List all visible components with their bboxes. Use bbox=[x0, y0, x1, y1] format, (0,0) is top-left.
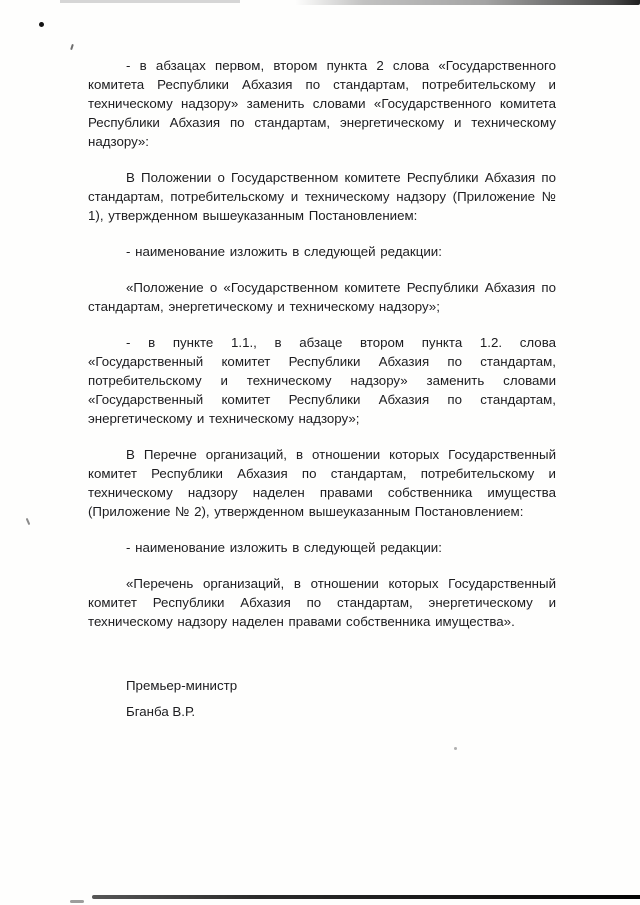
paragraph-new-title-regulation: «Положение о «Государственном комитете Республики Абхазия по стандартам, энергетическому и техническому надзору»; bbox=[88, 280, 556, 314]
signatory-title: Премьер-министр bbox=[126, 678, 238, 693]
paragraph-list-intro: В Перечне организаций, в отношении которых Государственный комитет Республики Абхазия по стандартам, потребительскому и техническому надзору наделен правами собственника имущества (Приложение № 2), утвержденном вышеуказанным Постановлением: bbox=[88, 447, 556, 519]
paragraph-new-title-list: «Перечень организаций, в отношении которых Государственный комитет Республики Абхазия по стандартам, энергетическому и техническому надзору наделен правами собственника имущества». bbox=[88, 576, 556, 629]
paragraph-amendment-point2: - в абзацах первом, втором пункта 2 слова «Государственного комитета Республики Абхазия по стандартам, потребительскому и техническому надзору» заменить словами «Государственного комитета Республики Абхазия по стандартам, энергетическому и техническому надзору»: bbox=[88, 58, 556, 149]
scan-artifact-bottom-edge bbox=[92, 895, 640, 899]
paragraph-rename-clause-1: - наименование изложить в следующей редакции: bbox=[126, 244, 442, 259]
paragraph-amendment-points-11-12: - в пункте 1.1., в абзаце втором пункта 1.2. слова «Государственный комитет Республики Абхазия по стандартам, потребительскому и техническому надзору» заменить словами «Государственный комитет Республики Абхазия по стандартам, энергетическому и техническому надзору»; bbox=[88, 335, 556, 426]
scan-speck-tick-upper bbox=[70, 44, 74, 50]
paragraph-rename-clause-2: - наименование изложить в следующей редакции: bbox=[126, 540, 442, 555]
scan-artifact-bottom-left-mark bbox=[70, 900, 84, 903]
scan-artifact-top-edge bbox=[295, 0, 640, 5]
scan-artifact-top-left-edge bbox=[60, 0, 240, 3]
signatory-name: Бганба В.Р. bbox=[126, 704, 196, 719]
scan-speck-dot bbox=[39, 22, 44, 27]
document-body bbox=[88, 56, 556, 725]
scan-speck-faint-dot bbox=[454, 747, 457, 750]
signature-block bbox=[88, 673, 556, 725]
scan-speck-tick-left bbox=[26, 518, 31, 525]
paragraph-regulation-intro: В Положении о Государственном комитете Республики Абхазия по стандартам, потребительскому и техническому надзору (Приложение № 1), утвержденном вышеуказанным Постановлением: bbox=[88, 170, 556, 223]
